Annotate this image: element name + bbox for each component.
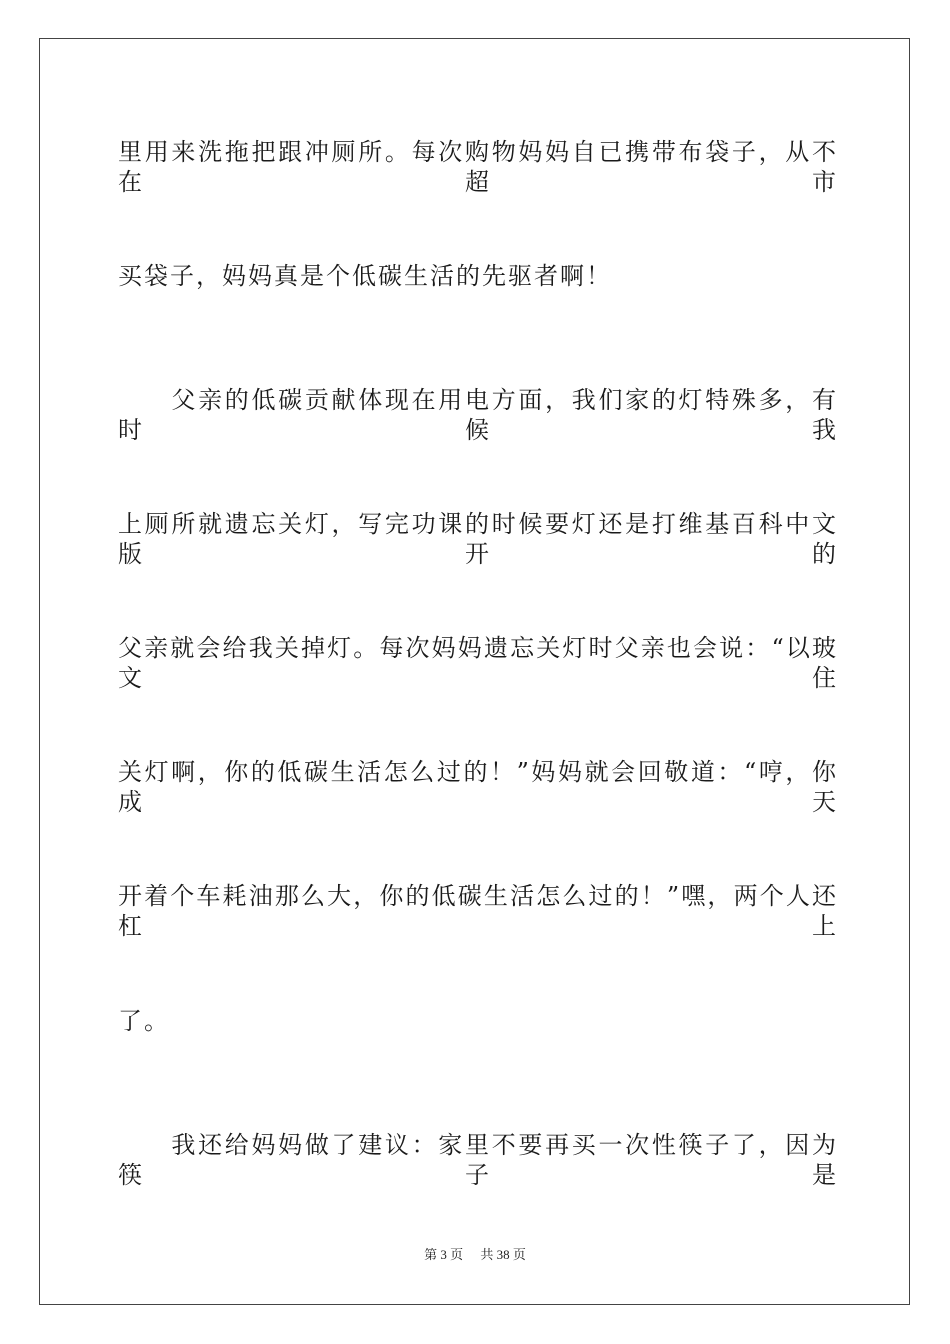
text-line: 我还给妈妈做了建议：家里不要再买一次性筷子了，因为筷子是 <box>118 1131 838 1189</box>
text-line: 上厕所就遗忘关灯，写完功课的时候要灯还是打维基百科中文版开的 <box>118 510 838 568</box>
page-footer <box>0 1247 950 1263</box>
text-line: 关灯啊，你的低碳生活怎么过的！”妈妈就会回敬道：“哼，你成天 <box>118 758 838 816</box>
text-line: 里用来洗拖把跟冲厕所。每次购物妈妈自已携带布袋子，从不在超市 <box>118 138 838 196</box>
page-total: 共 38 页 <box>480 1247 526 1262</box>
page-number: 第 3 页 <box>424 1247 464 1262</box>
text-line: 开着个车耗油那么大，你的低碳生活怎么过的！”嘿，两个人还杠上 <box>118 882 838 940</box>
text-line: 了。 <box>118 1007 170 1035</box>
text-line: 父亲的低碳贡献体现在用电方面，我们家的灯特殊多，有时候我 <box>118 386 838 444</box>
text-line: 父亲就会给我关掉灯。每次妈妈遗忘关灯时父亲也会说：“以玻文住 <box>118 634 838 692</box>
text-line: 买袋子，妈妈真是个低碳生活的先驱者啊！ <box>118 262 612 290</box>
